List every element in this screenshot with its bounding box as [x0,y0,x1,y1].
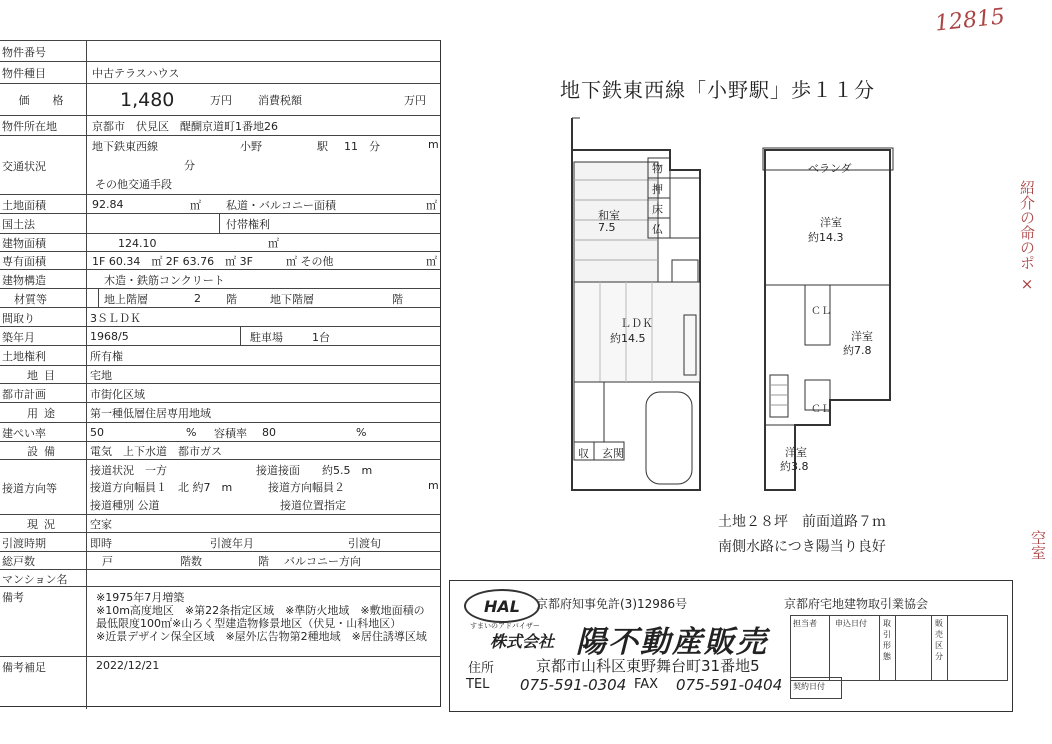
value-road1: 接道状況 一方 [90,464,167,477]
label-building-area: 建物面積 [2,234,87,252]
room-western-2: 洋室 [851,330,873,343]
label-mansion: マンション名 [2,570,87,587]
label-shubetsu: 物件種目 [2,62,87,84]
realtor-info-box [449,580,1013,712]
value-setsubi: 電気 上下水道 都市ガス [90,445,222,458]
company-address: 京都市山科区東野舞台町31番地5 [536,657,760,675]
label-land-right: 土地権利 [2,346,87,366]
room-tokonoma: 床 [652,203,663,216]
label-structure: 建物構造 [2,270,87,289]
value-land-area: 92.84 [92,198,124,211]
room-entrance: 玄関 [602,447,624,460]
label-floors-above: 地上階層 [104,292,148,306]
fax-number: 075-591-0404 [676,676,783,694]
label-hikiwatashi-jun: 引渡旬 [348,536,381,550]
label-road: 接道方向等 [2,460,87,515]
stamp-torihiki-label: 取引形態 [883,619,891,661]
label-floors-below: 地下階層 [270,292,314,306]
room-western-1: 洋室 [820,216,842,229]
label-kaisu: 階数 [180,555,202,568]
plan-note-sunlight: 南側水路につき陽当り良好 [718,539,886,555]
value-parking: 1台 [312,330,330,344]
value-shubetsu: 中古テラスハウス [92,67,180,80]
label-toshi: 都市計画 [2,384,87,403]
label-bukken-bango: 物件番号 [2,41,87,62]
value-road1b: 接道接面 約5.5 m [256,464,373,477]
company-logo: HAL [464,589,540,623]
value-biko1: ※1975年7月増築 [96,591,185,604]
stamp-moshikomi-label: 申込日付 [835,619,867,628]
property-spec-table [0,40,441,707]
value-floors-above: 2 [194,292,201,305]
stamp-hanbai-label: 販売区分 [935,619,943,661]
value-building-area: 124.10 [118,236,157,250]
label-zaishitsu: 材質等 [2,289,99,308]
value-road3b: 接道位置指定 [280,499,346,512]
label-location: 物件所在地 [2,116,87,136]
label-transport: 交通状況 [2,136,87,195]
label-yoseki: 容積率 [214,426,247,440]
value-biko4: ※近景デザイン保全区域 ※屋外広告物第2種地域 ※居住誘導区域 [96,630,427,643]
value-road2m: m [428,479,439,492]
label-kosu: 総戸数 [2,552,87,570]
value-transport-min: 11 分 [344,140,380,153]
room-storage-2: 収 [578,447,589,460]
tax-unit: 万円 [404,94,426,107]
value-senyu: 1F 60.34 ㎡ 2F 63.76 ㎡ 3F ㎡ その他 [92,255,334,268]
room-closet-cl-2: ＣＬ [811,404,831,415]
value-yoseki: 80 [262,426,276,439]
label-yoto: 用途 [2,403,87,423]
value-built: 1968/5 [90,330,129,343]
handwritten-side-memo: 紹介の命のポ × [1018,180,1036,293]
address-label: 住所 [468,661,495,676]
label-land-area: 土地面積 [2,195,87,214]
tel-number: 075-591-0304 [520,676,627,694]
room-ldk: ＬＤＫ [620,317,653,330]
stamp-keiyaku-label: 契約日付 [793,682,825,691]
value-structure: 木造・鉄筋コンクリート [104,273,225,287]
value-transport-line: 地下鉄東西線 [92,140,158,153]
value-layout: 3ＳＬＤＫ [90,311,141,325]
value-hikiwatashi: 即時 [90,536,112,550]
label-kokudoho: 国土法 [2,214,87,234]
label-balcony: バルコニー方向 [284,555,361,568]
percent-sign: % [186,426,197,439]
floors-below-unit: 階 [392,292,403,306]
value-biko-hosoku: 2022/12/21 [96,659,160,672]
room-butsudan: 仏 [652,223,663,236]
label-hikiwatashi: 引渡時期 [2,533,87,552]
value-road2b: 接道方向幅員２ [268,481,345,494]
plan-note-land: 土地２８坪 前面道路７ｍ [718,514,886,530]
label-tax: 消費税額 [258,94,302,107]
value-kokudoho: 付帯権利 [226,218,270,231]
room-veranda: ベランダ [808,162,852,175]
label-private-road: 私道・バルコニー面積 [226,198,336,212]
fax-label: FAX [634,677,659,692]
contract-date-cell [790,677,842,699]
value-transport-m: m [428,138,439,151]
value-price: 1,480 [120,89,175,111]
license-number: 京都府知事免許(3)12986号 [536,597,688,611]
kai-unit: 階 [258,555,269,568]
room-storage: 物 [652,162,663,175]
label-layout: 間取り [2,308,87,327]
value-road2: 接道方向幅員１ 北 約7 m [90,481,233,494]
room-western-2-size: 約7.8 [843,344,872,357]
room-western-1-size: 約14.3 [808,231,844,244]
value-kenpei: 50 [90,426,104,439]
label-genkyo: 現況 [2,515,87,533]
value-biko2: ※10m高度地区 ※第22条指定区域 ※準防火地域 ※敷地面積の [96,604,425,617]
company-kabushiki: 株式会社 [490,632,555,651]
value-location: 京都市 伏見区 醍醐京道町1番地26 [92,120,278,133]
room-closet-cl-1: ＣＬ [811,306,831,317]
unit-m2: ㎡ [190,198,201,212]
association-name: 京都府宅地建物取引業協会 [784,597,929,611]
room-western-3: 洋室 [785,446,807,459]
label-chimoku: 地目 [2,366,87,384]
value-genkyo: 空家 [90,518,112,531]
value-toshi: 市街化区域 [90,387,145,401]
floors-unit: 階 [226,292,237,306]
stamp-grid [790,615,1008,681]
kosu-unit: 戸 [102,555,113,568]
room-washitsu: 和室 [598,209,620,222]
value-biko3: 最低限度100㎡※山ろく型建造物修景地区（伏見・山科地区） [96,617,402,630]
percent-sign: % [356,426,367,439]
value-transport-other: その他交通手段 [95,178,172,191]
value-transport-eki: 駅 [317,140,328,153]
label-senyu: 専有面積 [2,252,87,270]
label-setsubi: 設備 [2,442,87,460]
room-closet: 押 [652,183,663,196]
room-washitsu-size: 7.5 [598,221,616,234]
label-biko-hosoku: 備考補足 [2,657,87,709]
label-kenpei: 建ぺい率 [2,423,87,442]
unit-m2: ㎡ [268,237,279,250]
label-biko: 備考 [2,587,87,659]
label-price: 価 格 [2,84,87,116]
company-name: 陽不動産販売 [576,625,768,660]
value-land-right: 所有権 [90,350,123,363]
label-hikiwatashi-ym: 引渡年月 [210,536,254,550]
tel-label: TEL [466,677,490,692]
label-built: 築年月 [2,327,87,346]
room-western-3-size: 約3.8 [780,460,809,473]
room-ldk-size: 約14.5 [610,332,646,345]
logo-subtitle: すまいのアドバイザー [470,622,540,630]
value-road3: 接道種別 公道 [90,499,160,512]
handwritten-number: 12815 [933,4,1007,37]
value-transport-line2: 分 [184,159,195,172]
handwritten-side-memo-2: 空室 [1029,530,1047,560]
value-yoto: 第一種低層住居専用地域 [90,407,211,420]
headline-station-access: 地下鉄東西線「小野駅」歩１１分 [560,78,875,102]
value-transport-station: 小野 [240,140,262,153]
value-chimoku: 宅地 [90,369,112,382]
label-parking: 駐車場 [250,330,283,344]
stamp-tanto-label: 担当者 [793,619,817,628]
price-unit: 万円 [210,94,232,107]
unit-m2: ㎡ [426,255,437,268]
unit-m2: ㎡ [426,198,437,212]
